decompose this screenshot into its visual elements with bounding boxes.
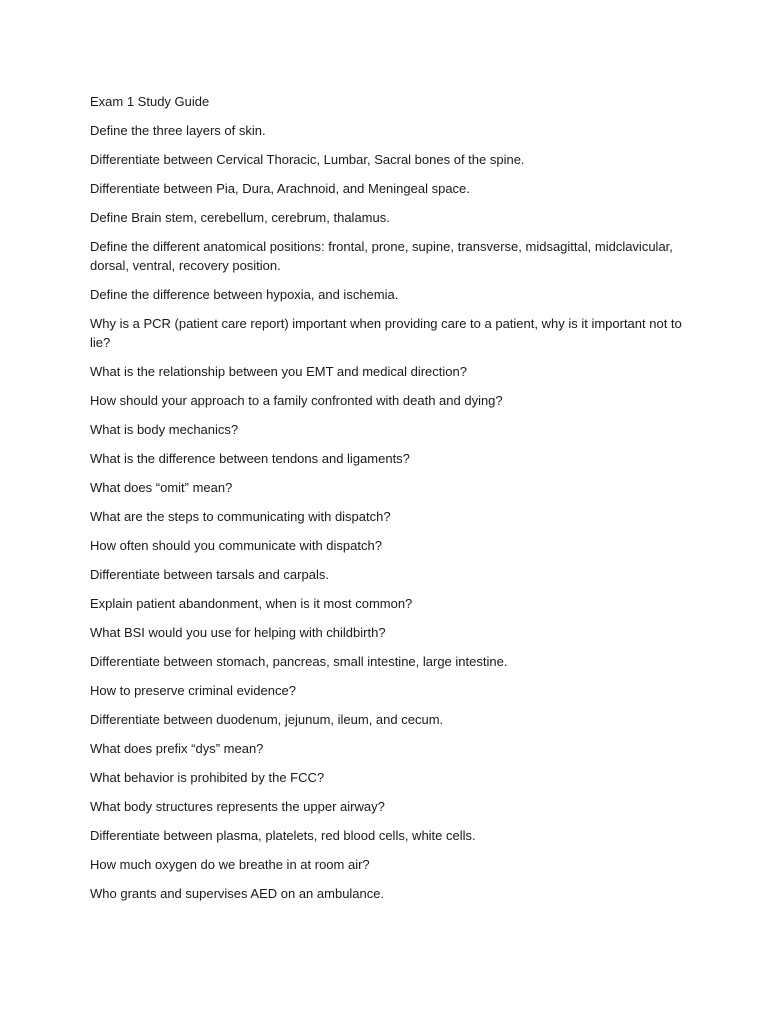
question-item: What is the difference between tendons and ligaments? (90, 451, 410, 466)
question-item: What does “omit” mean? (90, 480, 233, 495)
question-item: Differentiate between Pia, Dura, Arachnoid, and Meningeal space. (90, 181, 470, 196)
question-item: What is the relationship between you EMT and medical direction? (90, 364, 467, 379)
question-item: What does prefix “dys” mean? (90, 741, 264, 756)
question-item: Differentiate between Cervical Thoracic, Lumbar, Sacral bones of the spine. (90, 152, 525, 167)
question-item: Differentiate between plasma, platelets, red blood cells, white cells. (90, 828, 476, 843)
question-item: Define the difference between hypoxia, and ischemia. (90, 287, 399, 302)
question-item: Define Brain stem, cerebellum, cerebrum, thalamus. (90, 210, 390, 225)
question-item: Differentiate between tarsals and carpals. (90, 567, 329, 582)
question-item: Why is a PCR (patient care report) important when providing care to a patient, why is it important not to lie? (90, 316, 682, 350)
question-item: What are the steps to communicating with dispatch? (90, 509, 391, 524)
question-item: What BSI would you use for helping with childbirth? (90, 625, 386, 640)
question-list (90, 121, 690, 903)
question-item: Explain patient abandonment, when is it most common? (90, 596, 413, 611)
question-item: What body structures represents the upper airway? (90, 799, 385, 814)
question-item: How often should you communicate with dispatch? (90, 538, 382, 553)
question-item: Define the three layers of skin. (90, 123, 266, 138)
question-item: Differentiate between stomach, pancreas, small intestine, large intestine. (90, 654, 508, 669)
question-item: Differentiate between duodenum, jejunum, ileum, and cecum. (90, 712, 444, 727)
question-item: How should your approach to a family confronted with death and dying? (90, 393, 503, 408)
question-item: How to preserve criminal evidence? (90, 683, 296, 698)
question-item: Define the different anatomical positions: frontal, prone, supine, transverse, midsagittal, midclavicular, dorsal, ventral, recovery position. (90, 239, 673, 273)
question-item: Who grants and supervises AED on an ambulance. (90, 886, 385, 901)
document-title: Exam 1 Study Guide (90, 94, 210, 109)
question-item: How much oxygen do we breathe in at room air? (90, 857, 370, 872)
question-item: What behavior is prohibited by the FCC? (90, 770, 325, 785)
question-item: What is body mechanics? (90, 422, 239, 437)
document-page (90, 92, 690, 913)
